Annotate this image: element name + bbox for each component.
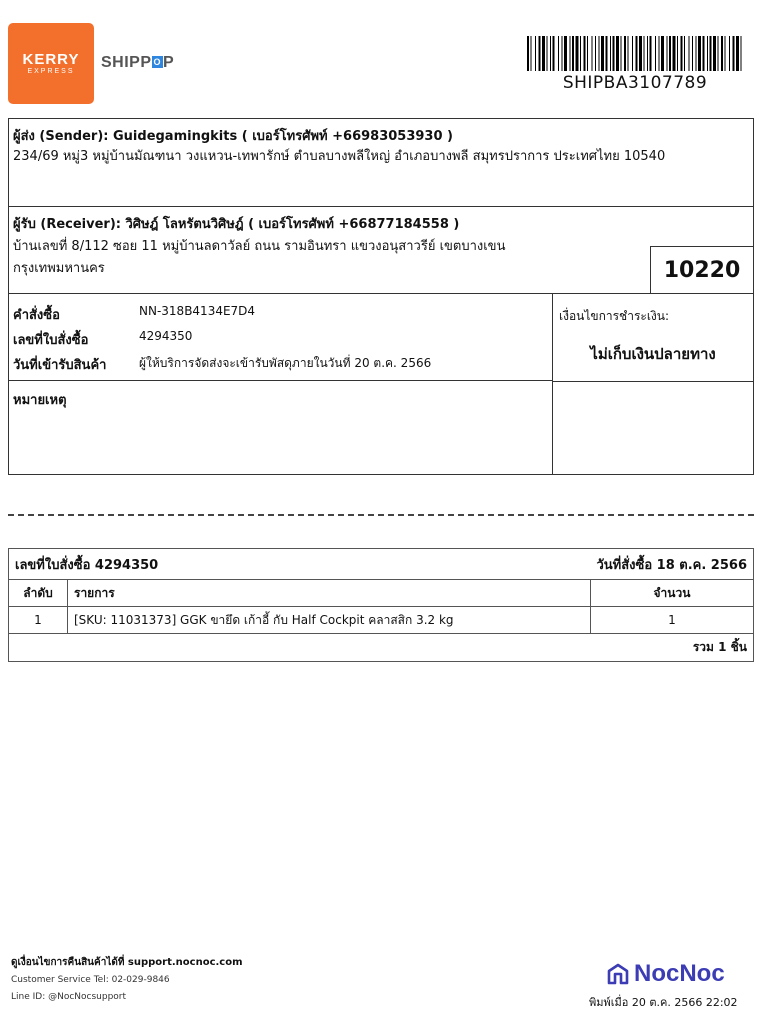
- items-table-heading: [9, 549, 754, 580]
- order-info-box: [8, 293, 553, 475]
- cut-line: [8, 514, 754, 516]
- order-date-heading: วันที่สั่งซื้อ 18 ต.ค. 2566: [590, 549, 753, 580]
- sender-title: ผู้ส่ง (Sender): Guidegamingkits ( เบอร์โทรศัพท์ +66983053930 ): [13, 129, 453, 144]
- sender-address: 234/69 หมู่3 หมู่บ้านมัณฑนา วงแหวน-เทพารักษ์ ตำบลบางพลีใหญ่ อำเภอบางพลี สมุทรปราการ ประเทศไทย 10540: [13, 149, 666, 164]
- invoice-heading: เลขที่ใบสั่งซื้อ 4294350: [9, 549, 591, 580]
- shippop-logo-b: O: [153, 57, 162, 67]
- kerry-logo-text: KERRY: [22, 50, 80, 68]
- items-total-row: [9, 634, 754, 662]
- items-column-headers: [9, 580, 754, 607]
- kerry-express-logo: [8, 23, 94, 104]
- tracking-number: SHIPBA3107789: [562, 73, 708, 93]
- order-label: คำสั่งซื้อ: [13, 308, 60, 323]
- pickup-value: ผู้ให้บริการจัดส่งจะเข้ารับพัสดุภายในวันที่ 20 ต.ค. 2566: [139, 356, 432, 370]
- receiver-title: ผู้รับ (Receiver): วิศิษฎ์ โลหรัตนวิศิษฎ์ ( เบอร์โทรศัพท์ +66877184558 ): [13, 217, 460, 232]
- column-no: ลำดับ: [9, 580, 68, 607]
- receiver-box: [8, 206, 754, 294]
- table-row: [9, 607, 754, 634]
- column-qty: จำนวน: [590, 580, 753, 607]
- line-id-text: Line ID: @NocNocsupport: [11, 992, 127, 1002]
- order-value: NN-318B4134E7D4: [139, 304, 256, 318]
- nocnoc-logo: [606, 960, 725, 988]
- receiver-address-line1: บ้านเลขที่ 8/112 ซอย 11 หมู่บ้านลดาวัลย์ ถนน รามอินทรา แขวงอนุสาวรีย์ เขตบางเขน: [13, 239, 506, 254]
- return-policy-text: ดูเงื่อนไขการคืนสินค้าได้ที่ support.nocnoc.com: [11, 957, 243, 968]
- column-item: รายการ: [68, 580, 591, 607]
- invoice-value: 4294350: [139, 329, 193, 343]
- row-qty: 1: [590, 607, 753, 634]
- shippop-logo-a: SHIPP: [101, 54, 152, 71]
- invoice-label: เลขที่ใบสั่งซื้อ: [13, 333, 89, 348]
- kerry-logo-subtext: EXPRESS: [27, 67, 75, 75]
- row-no: 1: [9, 607, 68, 634]
- payment-box: [552, 293, 754, 475]
- nocnoc-brand-text: NocNoc: [634, 960, 725, 987]
- payment-label: เงื่อนไขการชำระเงิน:: [559, 309, 670, 323]
- shippop-logo-c: P: [163, 54, 175, 71]
- shippop-logo: [101, 54, 174, 72]
- order-divider: [8, 380, 553, 381]
- sender-box: [8, 118, 754, 207]
- tracking-barcode: [527, 36, 743, 71]
- row-item: [SKU: 11031373] GGK ขายึด เก้าอี้ กับ Half Cockpit คลาสสิก 3.2 kg: [68, 607, 591, 634]
- payment-divider: [552, 381, 754, 382]
- pickup-label: วันที่เข้ารับสินค้า: [13, 358, 107, 373]
- payment-value: ไม่เก็บเงินปลายทาง: [590, 345, 716, 363]
- remark-label: หมายเหตุ: [13, 393, 67, 408]
- nocnoc-house-icon: [606, 962, 630, 986]
- receiver-address-line2: กรุงเทพมหานคร: [13, 261, 105, 276]
- customer-service-text: Customer Service Tel: 02-029-9846: [11, 975, 170, 985]
- printed-timestamp: พิมพ์เมื่อ 20 ต.ค. 2566 22:02: [589, 996, 738, 1009]
- postal-code: 10220: [650, 246, 754, 294]
- items-table: [8, 548, 754, 662]
- items-total: รวม 1 ชิ้น: [9, 634, 754, 662]
